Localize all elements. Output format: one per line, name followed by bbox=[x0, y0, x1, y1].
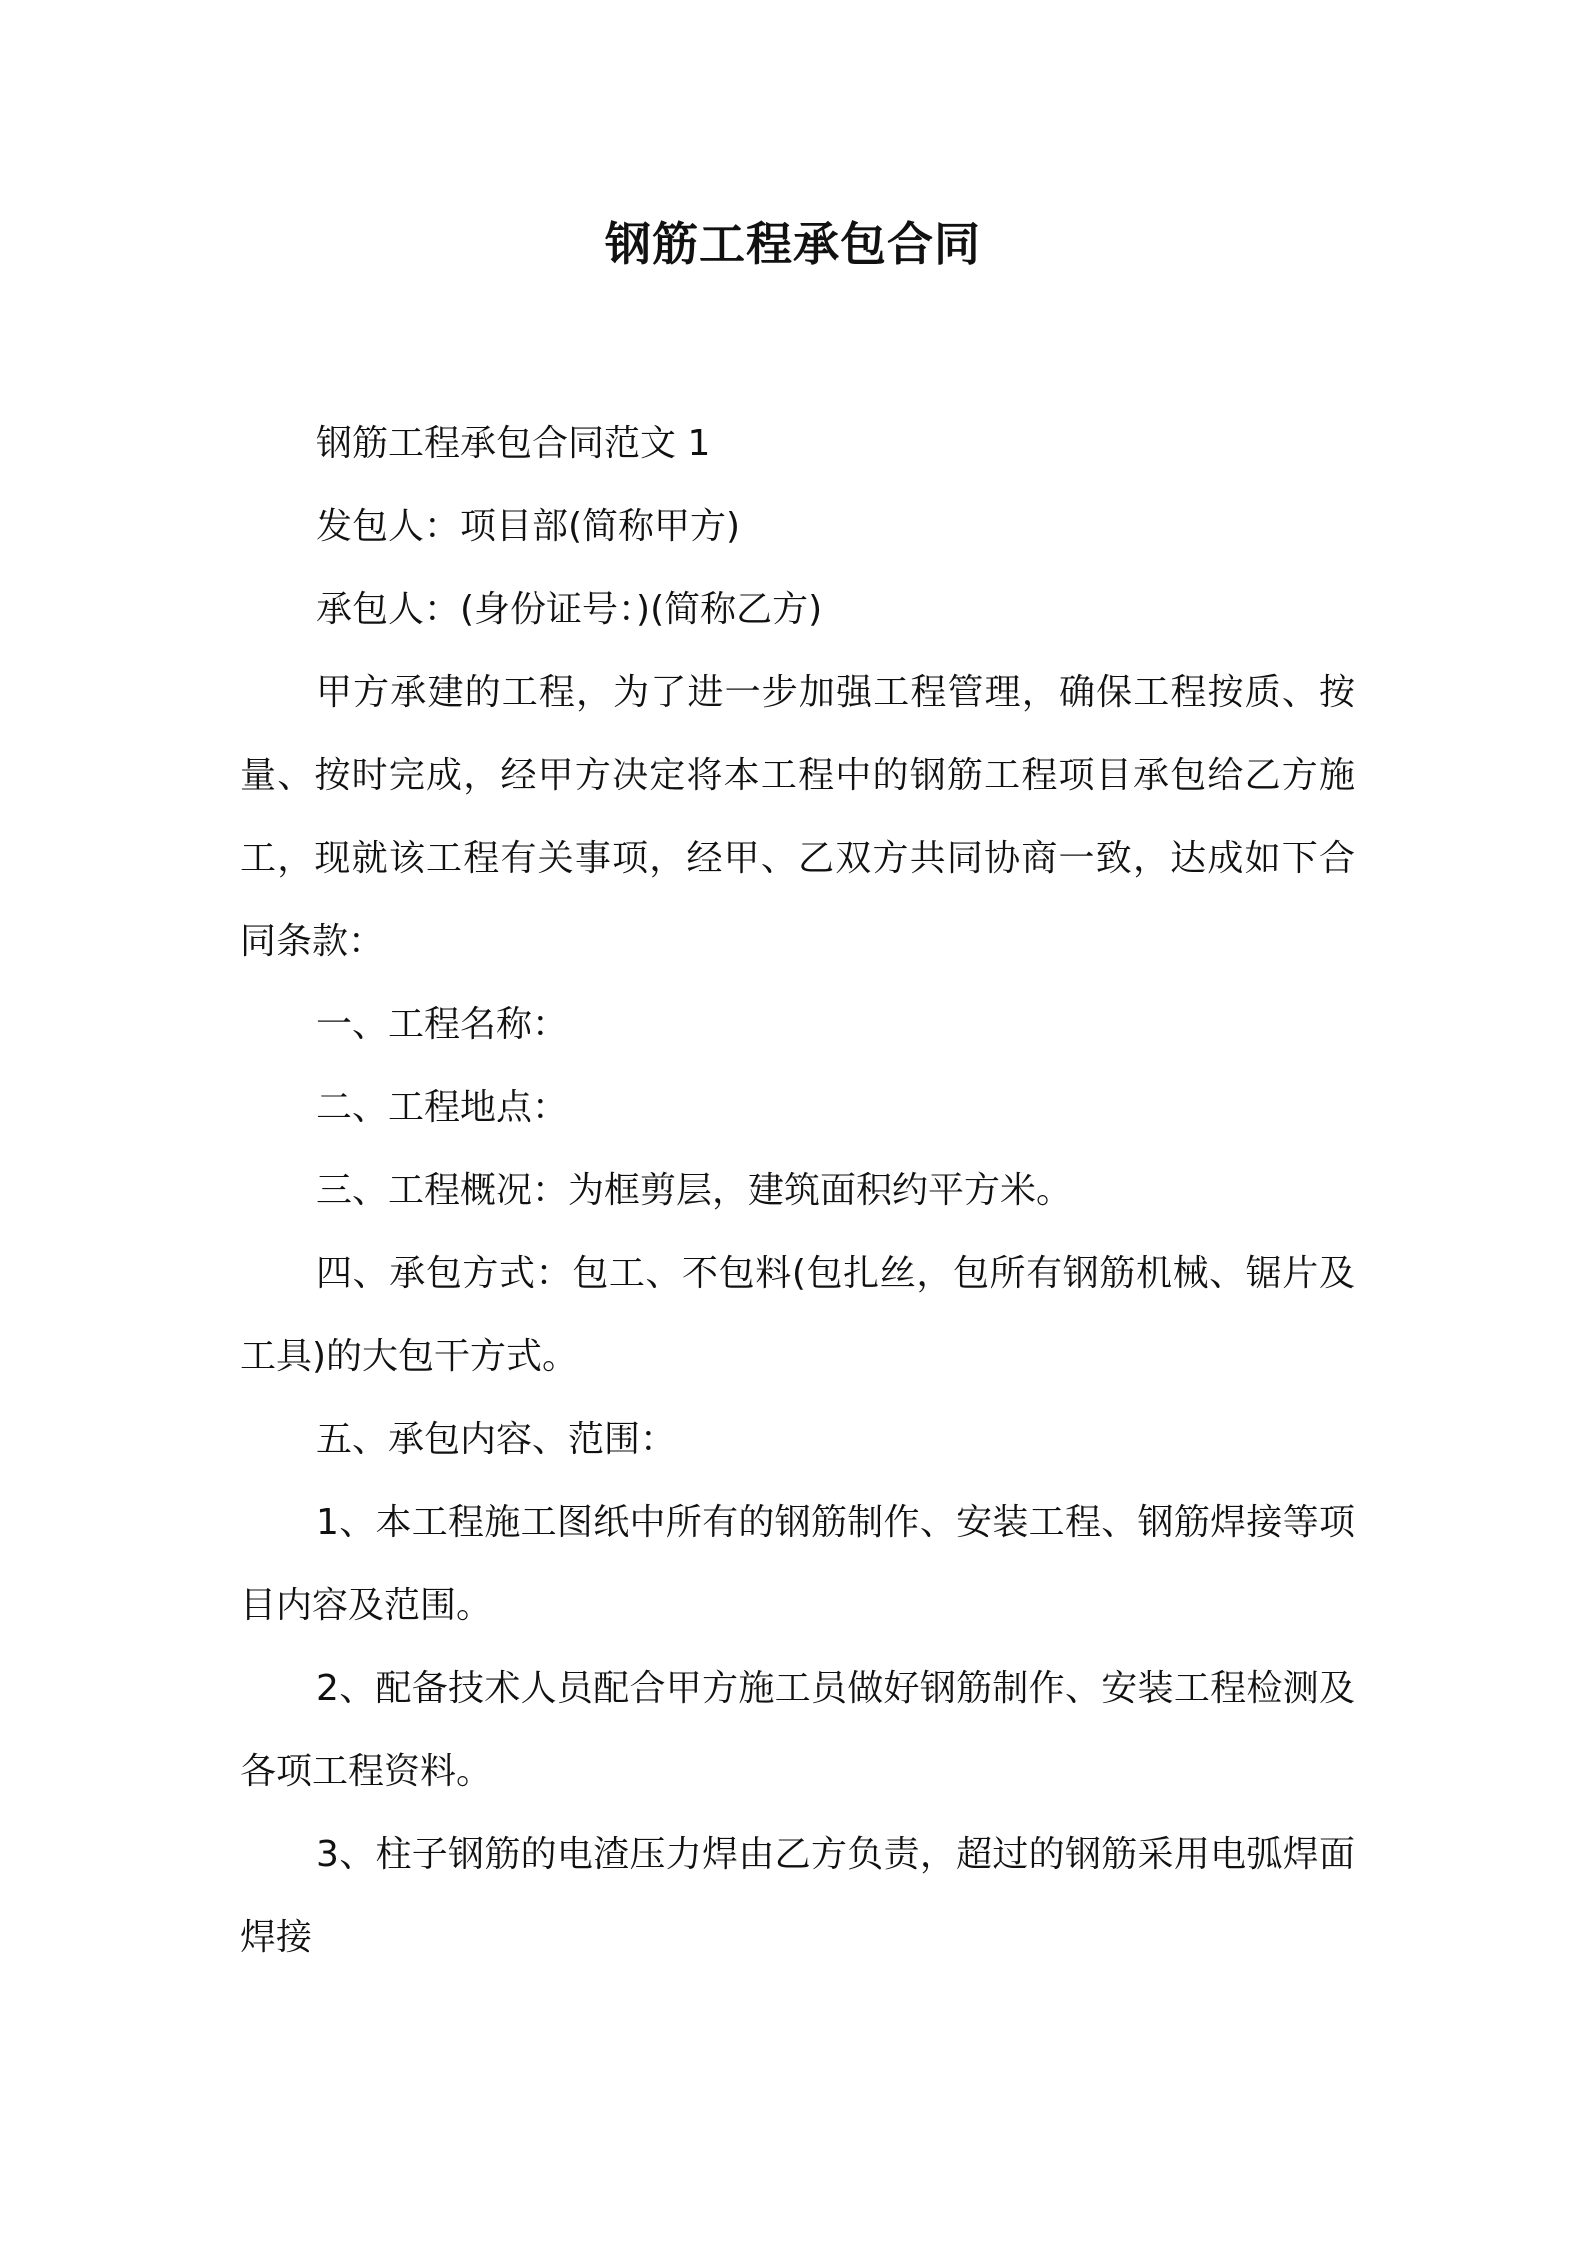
paragraph-contractor: 承包人：(身份证号：)(简称乙方) bbox=[316, 589, 823, 630]
paragraph-project-name: 一、工程名称： bbox=[316, 1004, 569, 1045]
paragraph-contract-method: 四、承包方式：包工、不包料(包扎丝，包所有钢筋机械、锯片及工具)的大包干方式。 bbox=[240, 1253, 1355, 1377]
paragraph-project-location: 二、工程地点： bbox=[316, 1087, 569, 1128]
paragraph-preamble: 甲方承建的工程，为了进一步加强工程管理，确保工程按质、按量、按时完成，经甲方决定将本工程中的钢筋工程项目承包给乙方施工，现就该工程有关事项，经甲、乙双方共同协商一致，达成如下合同条款： bbox=[240, 672, 1355, 962]
document-body bbox=[240, 402, 1355, 1979]
paragraph-scope-item-2: 2、配备技术人员配合甲方施工员做好钢筋制作、安装工程检测及各项工程资料。 bbox=[240, 1668, 1355, 1792]
paragraph-heading-sample: 钢筋工程承包合同范文 1 bbox=[316, 423, 711, 464]
paragraph-scope-item-3: 3、柱子钢筋的电渣压力焊由乙方负责，超过的钢筋采用电弧焊面焊接 bbox=[240, 1834, 1355, 1958]
paragraph-scope-item-1: 1、本工程施工图纸中所有的钢筋制作、安装工程、钢筋焊接等项目内容及范围。 bbox=[240, 1502, 1355, 1626]
paragraph-employer: 发包人：项目部(简称甲方) bbox=[316, 506, 741, 547]
document-title: 钢筋工程承包合同 bbox=[605, 217, 981, 271]
paragraph-scope-heading: 五、承包内容、范围： bbox=[316, 1419, 677, 1460]
paragraph-project-overview: 三、工程概况：为框剪层，建筑面积约平方米。 bbox=[316, 1170, 1073, 1211]
